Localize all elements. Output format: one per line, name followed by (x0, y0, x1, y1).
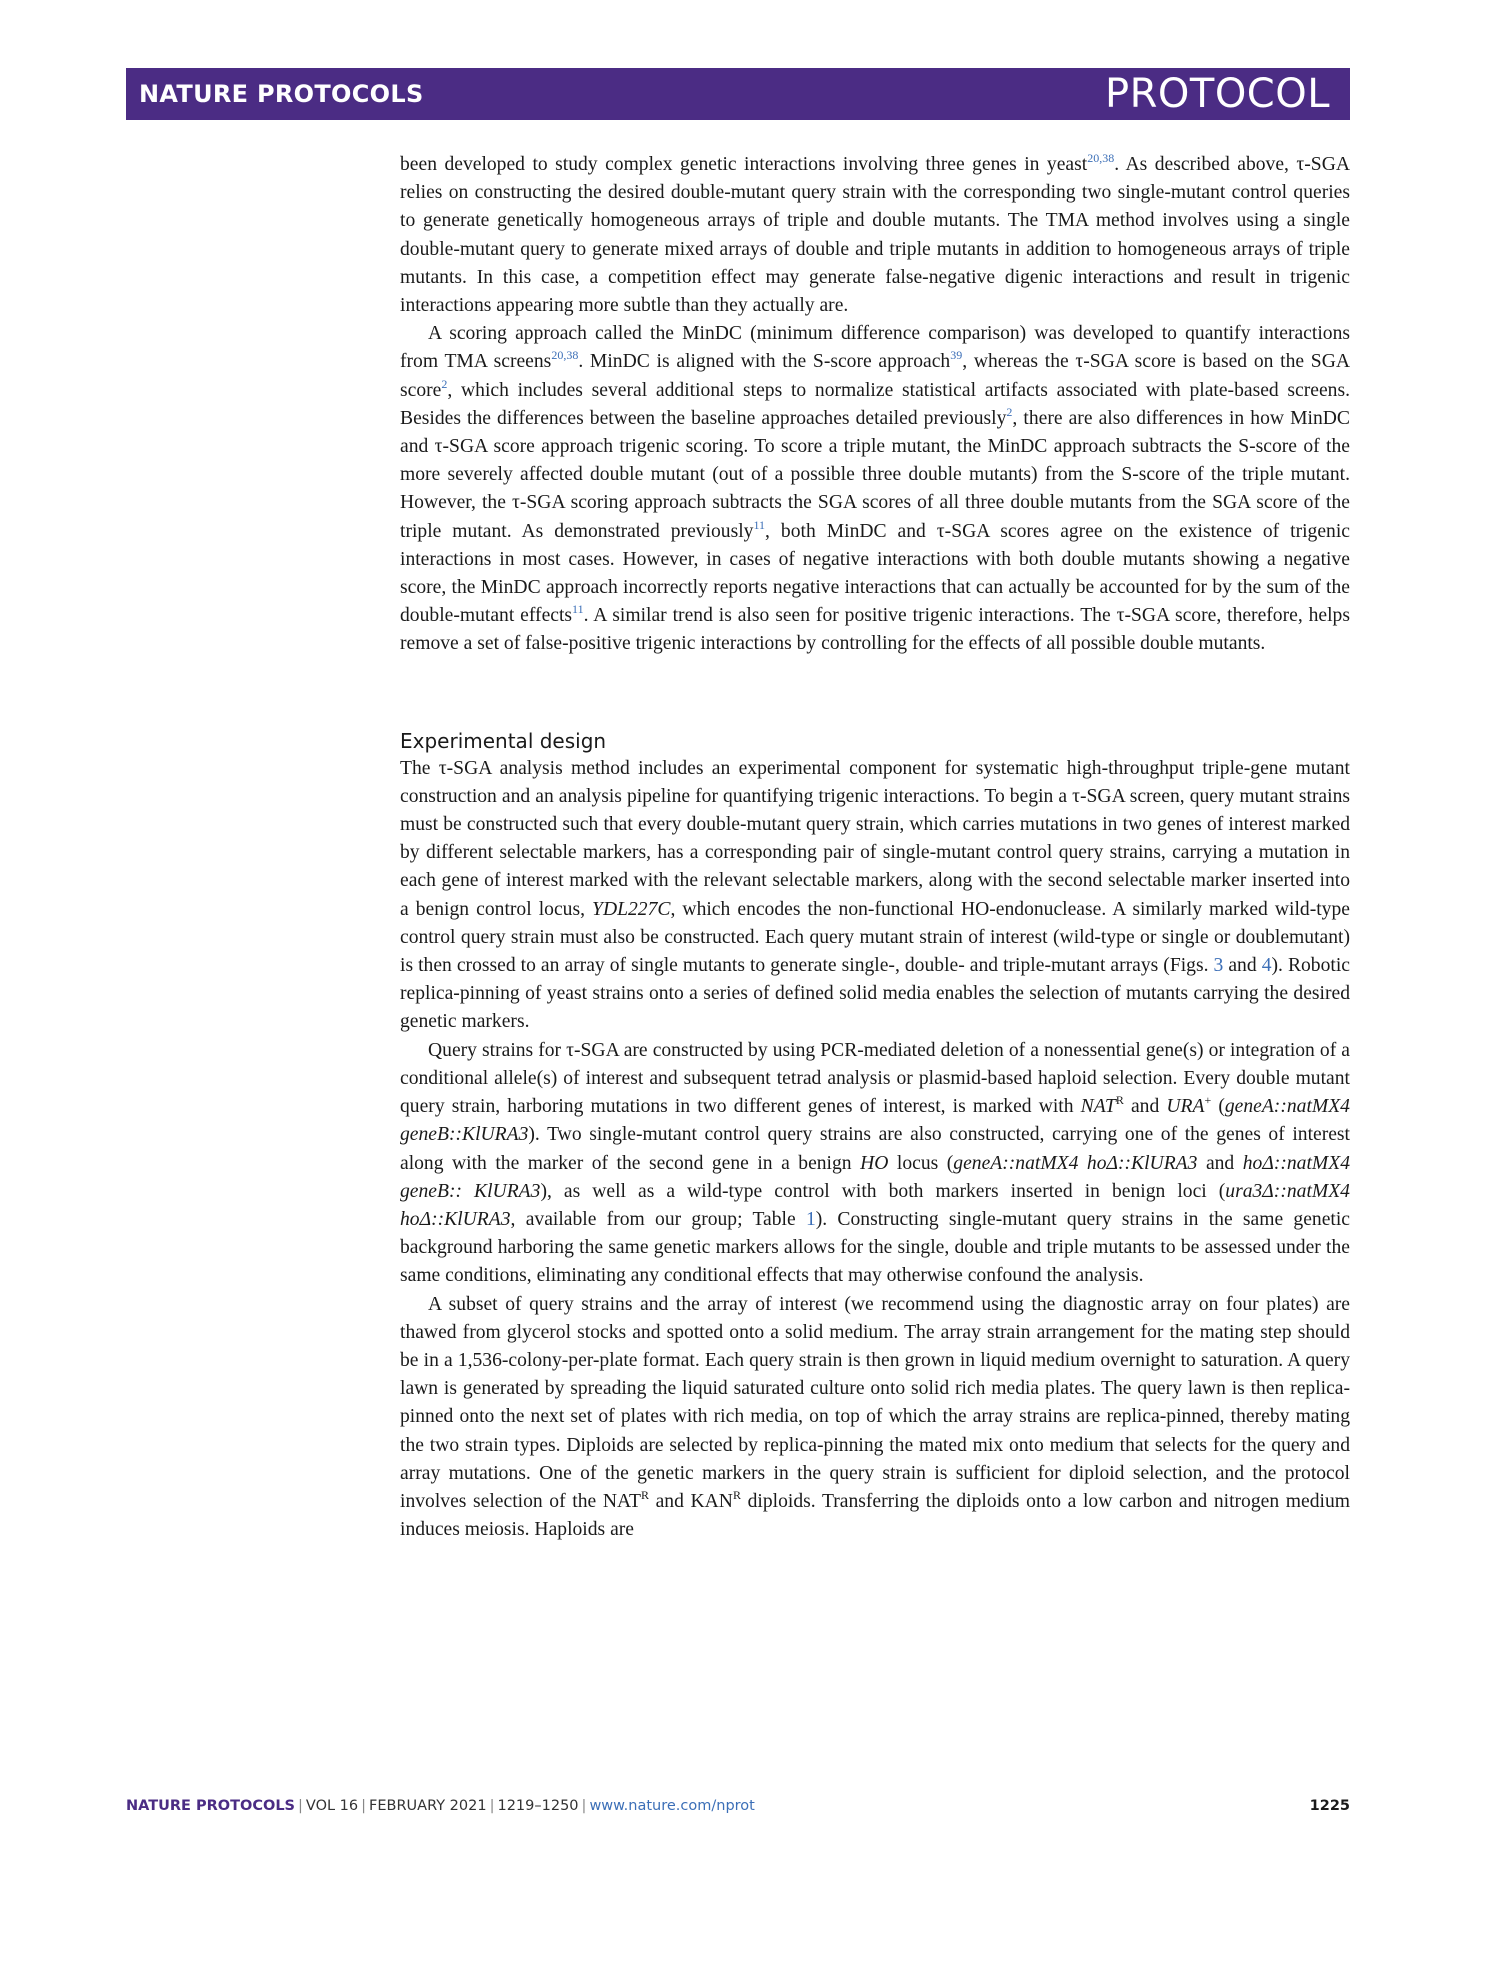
footer-journal: NATURE PROTOCOLS (126, 1798, 296, 1814)
journal-banner (126, 68, 1350, 120)
citation-link[interactable]: 11 (753, 517, 766, 532)
citation-link[interactable]: 2 (441, 376, 448, 391)
citation-link[interactable]: 20,38 (1087, 151, 1115, 165)
citation-link[interactable]: 2 (1006, 404, 1013, 419)
paragraph-1: been developed to study complex genetic interactions involving three genes in yeast$^{20,38}$. As described above, τ-SGA relies on constructing the desired double-mutant query strain with the corresponding two single-mutant control queries to generate genetically homogeneous arrays of triple and double mutants. The TMA method involves using a single double-mutant query to generate mixed arrays of double and triple mutants in addition to homogeneous arrays of triple mutants. In this case, a competition effect may generate false-negative digenic interactions and result in trigenic interactions appearing more subtle than they actually are. (400, 151, 1351, 317)
paragraph-4: Query strains for τ-SGA are constructed by using PCR-mediated deletion of a nonessential gene(s) or integration of a conditional allele(s) of interest and subsequent tetrad analysis or plasmid-based haploid selection. Every double mutant query strain, harboring mutations in two different genes of interest, is marked with $NAT^R$ and URA+ (geneA::natMX4 geneB::KlURA3). Two single-mutant control query strains are also constructed, carrying one of the genes of interest along with the marker of the second gene in a benign HO locus (geneA::natMX4 hoΔ::KlURA3 and hoΔ::natMX4 geneB:: KlURA3), as well as a wild-type control with both markers inserted in benign loci (ura3Δ::natMX4 hoΔ::KlURA3, available from our group; Table 1). Constructing single-mutant query strains in the same genetic background harboring the same genetic markers allows for the single, double and triple mutants to be assessed under the same conditions, eliminating any conditional effects that may otherwise confound the analysis. (400, 1039, 1351, 1287)
footer-url-link[interactable]: www.nature.com/nprot (589, 1798, 755, 1814)
figure-link[interactable]: 3 (1213, 955, 1224, 977)
page-number: 1225 (1309, 1798, 1350, 1814)
citation-link[interactable]: 20,38 (551, 348, 579, 363)
article-body (400, 151, 1350, 1544)
article-type: PROTOCOL (1104, 71, 1330, 117)
citation-link[interactable]: 39 (950, 348, 963, 363)
citation-link[interactable]: 11 (572, 602, 584, 617)
footer-pages: 1219–1250 (497, 1798, 579, 1814)
table-link[interactable]: 1 (805, 1208, 816, 1230)
paragraph-5: A subset of query strains and the array of interest (we recommend using the diagnostic array on four plates) are thawed from glycerol stocks and spotted onto a solid medium. The array strain arrangement for the mating step should be in a 1,536-colony-per-plate format. Each query strain is then grown in liquid medium overnight to saturation. A query lawn is generated by spreading the liquid saturated culture onto solid rich media plates. The query lawn is then replica-pinned onto the next set of plates with rich media, on top of which the array strains are replica-pinned, thereby mating the two strain types. Diploids are selected by replica-pinning the mated mix onto medium that selects for the query and array mutations. One of the genetic markers in the query strain is sufficient for diploid selection, and the protocol involves selection of the $NAT^R$ and $KAN^R$ diploids. Transferring the diploids onto a low carbon and nitrogen medium induces meiosis. Haploids are (400, 1293, 1350, 1541)
footer-date: FEBRUARY 2021 (369, 1798, 487, 1814)
section-heading: Experimental design (400, 728, 607, 753)
paragraph-2: A scoring approach called the MinDC (minimum difference comparison) was developed to quantify interactions from TMA screens$^{20,38}$. MinDC is aligned with the S-score approach$^{39}$, whereas the τ-SGA score is based on the SGA score$^2$, which includes several additional steps to normalize statistical artifacts associated with plate-based screens. Besides the differences between the baseline approaches detailed previously$^2$, there are also differences in how MinDC and τ-SGA score approach trigenic scoring. To score a triple mutant, the MinDC approach subtracts the S-score of the more severely affected double mutant (out of a possible three double mutants) from the S-score of the triple mutant. However, the τ-SGA scoring approach subtracts the SGA scores of all three double mutants from the SGA score of the triple mutant. As demonstrated previously$^{11}$, both MinDC and τ-SGA scores agree on the existence of trigenic interactions in most cases. However, in cases of negative interactions with both double mutants showing a negative score, the MinDC approach incorrectly reports negative interactions that can actually be accounted for by the sum of the double-mutant effects$^{11}$. A similar trend is also seen for positive trigenic interactions. The τ-SGA score, therefore, helps remove a set of false-positive trigenic interactions by controlling for the effects of all possible double mutants. (400, 323, 1350, 655)
figure-link[interactable]: 4 (1261, 955, 1272, 977)
paragraph-3: The τ-SGA analysis method includes an experimental component for systematic high-throughput triple-gene mutant construction and an analysis pipeline for quantifying trigenic interactions. To begin a τ-SGA screen, query mutant strains must be constructed such that every double-mutant query strain, which carries mutations in two genes of interest marked by different selectable markers, has a corresponding pair of single-mutant control query strains, carrying a mutation in each gene of interest marked with the relevant selectable markers, along with the second selectable marker inserted into a benign control locus, YDL227C, which encodes the non-functional HO-endonuclease. A similarly marked wild-type control query strain must also be constructed. Each query mutant strain of interest (wild-type or single or doublemutant) is then crossed to an array of single mutants to generate single-, double- and triple-mutant arrays (Figs. 3 and 4). Robotic replica-pinning of yeast strains onto a series of defined solid media enables the selection of mutants carrying the desired genetic markers. (400, 757, 1350, 1033)
journal-name: NATURE PROTOCOLS (139, 80, 424, 108)
footer-volume: VOL 16 (305, 1798, 359, 1814)
